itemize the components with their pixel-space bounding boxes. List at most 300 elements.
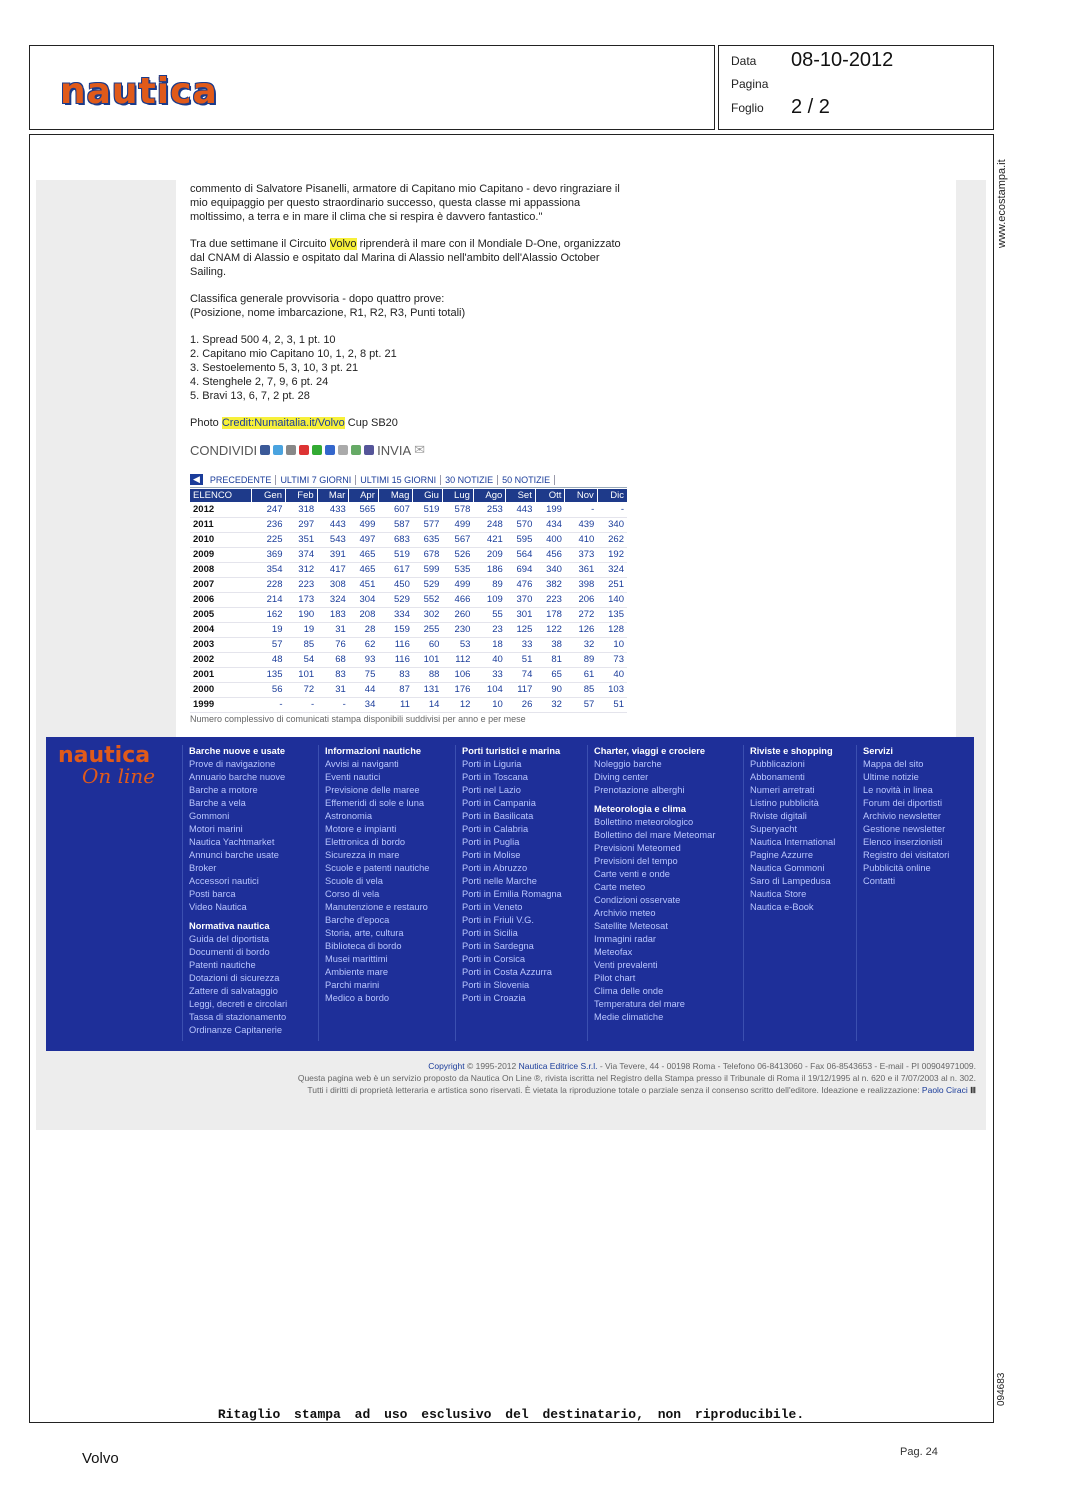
year-cell: 1999 xyxy=(190,697,252,712)
footer-section-title: Barche nuove e usate xyxy=(189,746,286,756)
footer-topic: Volvo xyxy=(82,1450,119,1467)
count-cell: 106 xyxy=(442,667,473,682)
count-cell: 595 xyxy=(506,532,536,547)
prev-arrow-icon[interactable]: ◀ xyxy=(190,474,203,485)
meta-box xyxy=(718,45,994,130)
year-cell: 2012 xyxy=(190,502,252,517)
footer-column xyxy=(182,745,287,1041)
footer-link[interactable]: Medico a bordo xyxy=(325,993,390,1003)
year-cell: 2009 xyxy=(190,547,252,562)
bookmark-icon[interactable] xyxy=(312,445,322,455)
year-cell: 2000 xyxy=(190,682,252,697)
footer-link[interactable]: Gestione newsletter xyxy=(863,824,946,834)
footer-link[interactable]: Listino pubblicità xyxy=(750,798,819,808)
count-cell: 19 xyxy=(286,622,318,637)
count-cell: 57 xyxy=(565,697,597,712)
table-row xyxy=(190,517,627,532)
footer-link[interactable]: Avvisi ai naviganti xyxy=(325,759,399,769)
footer-link[interactable]: Ultime notizie xyxy=(863,772,919,782)
footer-column xyxy=(743,745,835,1041)
table-row xyxy=(190,697,627,712)
stats-header: Lug xyxy=(442,489,473,502)
footer-link[interactable]: Noleggio barche xyxy=(594,759,662,769)
footer-link[interactable]: Porti nelle Marche xyxy=(462,876,537,886)
table-row xyxy=(190,682,627,697)
footer-link[interactable]: Corso di vela xyxy=(325,889,380,899)
count-cell: 683 xyxy=(378,532,413,547)
count-cell: 103 xyxy=(597,682,627,697)
footer-link[interactable]: Bollettino del mare Meteomar xyxy=(594,830,716,840)
footer-link[interactable]: Meteofax xyxy=(594,947,633,957)
count-cell: 11 xyxy=(378,697,413,712)
count-cell: 88 xyxy=(413,667,443,682)
count-cell: 192 xyxy=(597,547,627,562)
copyright-line: Questa pagina web è un servizio proposto da Nautica On Line ®, rivista iscritta nel Registro della Stampa presso il Tribunale di Roma il 19/12/1995 al n. 620 e il 7/07/2003 al n. 302. xyxy=(297,1073,976,1083)
footer-column xyxy=(455,745,562,1041)
main-box xyxy=(29,134,994,1423)
page-number: Pag. 24 xyxy=(900,1446,938,1458)
footer-link[interactable]: Sicurezza in mare xyxy=(325,850,400,860)
footer-link[interactable]: Pilot chart xyxy=(594,973,636,983)
footer-link[interactable]: Registro dei visitatori xyxy=(863,850,950,860)
footer-section-title: Meteorologia e clima xyxy=(594,804,686,814)
count-cell: - xyxy=(286,697,318,712)
count-cell: 26 xyxy=(506,697,536,712)
count-cell: 44 xyxy=(349,682,379,697)
table-row xyxy=(190,562,627,577)
footer-link[interactable]: Mappa del sito xyxy=(863,759,924,769)
facebook-icon[interactable] xyxy=(260,445,270,455)
footer-link[interactable]: Motori marini xyxy=(189,824,243,834)
year-cell: 2006 xyxy=(190,592,252,607)
stats-header: Feb xyxy=(286,489,318,502)
footer-link[interactable]: Musei marittimi xyxy=(325,954,388,964)
count-cell: 83 xyxy=(317,667,349,682)
footer-link[interactable]: Annuario barche nuove xyxy=(189,772,286,782)
count-cell: 635 xyxy=(413,532,443,547)
count-cell: 324 xyxy=(317,592,349,607)
count-cell: 57 xyxy=(252,637,286,652)
count-cell: 28 xyxy=(349,622,379,637)
footer-link[interactable]: Immagini radar xyxy=(594,934,657,944)
count-cell: 465 xyxy=(349,562,379,577)
footer-link[interactable]: Forum dei diportisti xyxy=(863,798,943,808)
count-cell: 304 xyxy=(349,592,379,607)
count-cell: 443 xyxy=(317,517,349,532)
count-cell: 12 xyxy=(442,697,473,712)
footer-link[interactable]: Porti in Slovenia xyxy=(462,980,530,990)
footer-link[interactable]: Biblioteca di bordo xyxy=(325,941,402,951)
twitter-icon[interactable] xyxy=(273,445,283,455)
count-cell: 51 xyxy=(506,652,536,667)
count-cell: 228 xyxy=(252,577,286,592)
count-cell: 101 xyxy=(413,652,443,667)
blog-icon[interactable] xyxy=(338,445,348,455)
delicious-icon[interactable] xyxy=(299,445,309,455)
count-cell: 570 xyxy=(506,517,536,532)
photo-credit-link[interactable]: Credit:Numaitalia.it/Volvo xyxy=(221,417,345,429)
count-cell: 190 xyxy=(286,607,318,622)
condividi-label: CONDIVIDI xyxy=(190,442,258,458)
footer-link[interactable]: Le novità in linea xyxy=(863,785,933,795)
nav-item[interactable]: ULTIMI 7 GIORNI xyxy=(276,475,356,485)
footer-link[interactable]: Diving center xyxy=(594,772,649,782)
nav-precedente[interactable]: PRECEDENTE xyxy=(206,475,277,485)
count-cell: 247 xyxy=(252,502,286,517)
count-cell: 255 xyxy=(413,622,443,637)
count-cell: 40 xyxy=(473,652,505,667)
count-cell: 236 xyxy=(252,517,286,532)
footer-link[interactable]: Contatti xyxy=(863,876,896,886)
footer-section-title: Normativa nautica xyxy=(189,921,270,931)
year-cell: 2004 xyxy=(190,622,252,637)
footer-link[interactable]: Porti in Abruzzo xyxy=(462,863,528,873)
count-cell: 361 xyxy=(565,562,597,577)
footer-link[interactable]: Leggi, decreti e circolari xyxy=(189,999,288,1009)
footer-link[interactable]: Documenti di bordo xyxy=(189,947,270,957)
count-cell: 351 xyxy=(286,532,318,547)
footer-link[interactable]: Temperatura del mare xyxy=(594,999,685,1009)
count-cell: 529 xyxy=(413,577,443,592)
footer-link[interactable]: Pubblicazioni xyxy=(750,759,805,769)
footer-link[interactable]: Gommoni xyxy=(189,811,230,821)
data-label: Data xyxy=(731,54,757,68)
year-cell: 2008 xyxy=(190,562,252,577)
count-cell: 410 xyxy=(565,532,597,547)
count-cell: 51 xyxy=(597,697,627,712)
footer-link[interactable]: Scuole e patenti nautiche xyxy=(325,863,430,873)
stats-header: Nov xyxy=(565,489,597,502)
count-cell: 162 xyxy=(252,607,286,622)
count-cell: 62 xyxy=(349,637,379,652)
footer-section-title: Servizi xyxy=(863,746,893,756)
count-cell: 31 xyxy=(317,682,349,697)
stats-header: Gen xyxy=(252,489,286,502)
footer-link[interactable]: Elettronica di bordo xyxy=(325,837,406,847)
footer-link[interactable]: Barche d'epoca xyxy=(325,915,390,925)
footer-link[interactable]: Numeri arretrati xyxy=(750,785,815,795)
count-cell: 312 xyxy=(286,562,318,577)
footer-link[interactable]: Guida del diportista xyxy=(189,934,270,944)
footer-link[interactable]: Previsioni Meteomed xyxy=(594,843,681,853)
count-cell: 131 xyxy=(413,682,443,697)
footer-link[interactable]: Annunci barche usate xyxy=(189,850,279,860)
count-cell: 14 xyxy=(413,697,443,712)
footer-link[interactable]: Porti in Sardegna xyxy=(462,941,534,951)
count-cell: 117 xyxy=(506,682,536,697)
count-cell: 262 xyxy=(597,532,627,547)
footer-link[interactable]: Zattere di salvataggio xyxy=(189,986,278,996)
count-cell: 33 xyxy=(473,667,505,682)
footer-link[interactable]: Porti in Sicilia xyxy=(462,928,518,938)
year-cell: 2005 xyxy=(190,607,252,622)
footer-column xyxy=(318,745,429,1041)
footer-link[interactable]: Pubblicità online xyxy=(863,863,931,873)
footer-link[interactable]: Archivio meteo xyxy=(594,908,656,918)
stats-header: Mar xyxy=(317,489,349,502)
count-cell: 140 xyxy=(597,592,627,607)
count-cell: 60 xyxy=(413,637,443,652)
table-row xyxy=(190,637,627,652)
footer-link[interactable]: Abbonamenti xyxy=(750,772,805,782)
news-nav xyxy=(190,472,627,488)
count-cell: 552 xyxy=(413,592,443,607)
count-cell: 519 xyxy=(378,547,413,562)
footer-link[interactable]: Tassa di stazionamento xyxy=(189,1012,287,1022)
footer-link[interactable]: Medie climatiche xyxy=(594,1012,664,1022)
count-cell: 223 xyxy=(535,592,565,607)
table-row xyxy=(190,622,627,637)
year-cell: 2003 xyxy=(190,637,252,652)
count-cell: 31 xyxy=(317,622,349,637)
nav-item[interactable]: 50 NOTIZIE xyxy=(498,475,555,485)
footer-link[interactable]: Ambiente mare xyxy=(325,967,389,977)
footer-link[interactable]: Previsione delle maree xyxy=(325,785,420,795)
count-cell: 199 xyxy=(535,502,565,517)
footer-link[interactable]: Nautica e-Book xyxy=(750,902,814,912)
mail-icon[interactable]: ✉ xyxy=(414,442,426,457)
count-cell: 173 xyxy=(286,592,318,607)
year-cell: 2010 xyxy=(190,532,252,547)
footer-link[interactable]: Ordinanze Capitanerie xyxy=(189,1025,283,1035)
count-cell: 302 xyxy=(413,607,443,622)
footer-link[interactable]: Riviste digitali xyxy=(750,811,807,821)
count-cell: 23 xyxy=(473,622,505,637)
copyright-line: Tutti i diritti di proprietà letteraria e artistica sono riservati. È vietata la riproduzione totale o parziale senza il consenso scritto dell'editore. Ideazione e realizzazione: Paolo Ciraci Ⅲ xyxy=(307,1085,976,1095)
footer-link[interactable]: Porti in Croazia xyxy=(462,993,526,1003)
footer-link[interactable]: Porti in Liguria xyxy=(462,759,522,769)
footer-link[interactable]: Nautica Store xyxy=(750,889,807,899)
footer-link[interactable]: Elenco inserzionisti xyxy=(863,837,943,847)
count-cell: 40 xyxy=(597,667,627,682)
footer-link[interactable]: Superyacht xyxy=(750,824,798,834)
count-cell: 567 xyxy=(442,532,473,547)
rss-icon[interactable] xyxy=(364,445,374,455)
count-cell: 324 xyxy=(597,562,627,577)
count-cell: 340 xyxy=(597,517,627,532)
count-cell: 135 xyxy=(252,667,286,682)
count-cell: 186 xyxy=(473,562,505,577)
footer-link[interactable]: Video Nautica xyxy=(189,902,247,912)
side-url xyxy=(996,148,1016,258)
count-cell: 176 xyxy=(442,682,473,697)
footer-link[interactable]: Porti nel Lazio xyxy=(462,785,521,795)
count-cell: 10 xyxy=(597,637,627,652)
footer-link[interactable]: Porti in Friuli V.G. xyxy=(462,915,534,925)
count-cell: 433 xyxy=(317,502,349,517)
count-cell: 81 xyxy=(535,652,565,667)
side-code-text: 094683 xyxy=(996,1372,1007,1406)
footer-link[interactable]: Eventi nautici xyxy=(325,772,381,782)
footer-link[interactable]: Nautica International xyxy=(750,837,836,847)
count-cell: 19 xyxy=(252,622,286,637)
footer-link[interactable]: Carte venti e onde xyxy=(594,869,670,879)
count-cell: 104 xyxy=(473,682,505,697)
count-cell: 55 xyxy=(473,607,505,622)
footer-section-title: Charter, viaggi e crociere xyxy=(594,746,706,756)
count-cell: 159 xyxy=(378,622,413,637)
footer-link[interactable]: Porti in Toscana xyxy=(462,772,528,782)
footer-link[interactable]: Prenotazione alberghi xyxy=(594,785,685,795)
stats-header: Mag xyxy=(378,489,413,502)
footer-link[interactable]: Nautica Gommoni xyxy=(750,863,825,873)
count-cell: 434 xyxy=(535,517,565,532)
footer-link[interactable]: Astronomia xyxy=(325,811,373,821)
count-cell: 577 xyxy=(413,517,443,532)
footer-link[interactable]: Dotazioni di sicurezza xyxy=(189,973,280,983)
count-cell: 543 xyxy=(317,532,349,547)
footer-link[interactable]: Carte meteo xyxy=(594,882,646,892)
count-cell: 54 xyxy=(286,652,318,667)
count-cell: 354 xyxy=(252,562,286,577)
count-cell: 87 xyxy=(378,682,413,697)
stats-header: Ott xyxy=(535,489,565,502)
share-bar xyxy=(190,442,425,458)
footer-link[interactable]: Motore e impianti xyxy=(325,824,397,834)
footer-link[interactable]: Nautica Yachtmarket xyxy=(189,837,275,847)
footer-link[interactable]: Accessori nautici xyxy=(189,876,259,886)
count-cell: 230 xyxy=(442,622,473,637)
count-cell: 526 xyxy=(442,547,473,562)
count-cell: 694 xyxy=(506,562,536,577)
count-cell: 53 xyxy=(442,637,473,652)
stats-header[interactable]: ELENCO xyxy=(190,489,252,502)
invia-label[interactable]: INVIA xyxy=(377,442,412,458)
count-cell: 72 xyxy=(286,682,318,697)
year-cell: 2001 xyxy=(190,667,252,682)
count-cell: 476 xyxy=(506,577,536,592)
table-row xyxy=(190,577,627,592)
count-cell: 398 xyxy=(565,577,597,592)
count-cell: 499 xyxy=(349,517,379,532)
count-cell: 116 xyxy=(378,652,413,667)
count-cell: 85 xyxy=(286,637,318,652)
count-cell: 272 xyxy=(565,607,597,622)
footer-link[interactable]: Porti in Campania xyxy=(462,798,536,808)
footer-link[interactable]: Porti in Corsica xyxy=(462,954,526,964)
count-cell: 382 xyxy=(535,577,565,592)
count-cell: 260 xyxy=(442,607,473,622)
print-icon[interactable] xyxy=(351,445,361,455)
count-cell: 93 xyxy=(349,652,379,667)
count-cell: 578 xyxy=(442,502,473,517)
footer-link[interactable]: Porti in Emilia Romagna xyxy=(462,889,562,899)
footer-link[interactable]: Satellite Meteosat xyxy=(594,921,668,931)
footer-link[interactable]: Broker xyxy=(189,863,217,873)
footer-link[interactable]: Barche a vela xyxy=(189,798,246,808)
count-cell: 32 xyxy=(535,697,565,712)
footer-nav xyxy=(46,737,974,1051)
count-cell: - xyxy=(597,502,627,517)
stats-header: Dic xyxy=(597,489,627,502)
footer-link[interactable]: Storia, arte, cultura xyxy=(325,928,404,938)
stats-header: Giu xyxy=(413,489,443,502)
header-box xyxy=(29,45,715,130)
side-url-text: www.ecostampa.it xyxy=(996,159,1008,248)
count-cell: 135 xyxy=(597,607,627,622)
count-cell: 178 xyxy=(535,607,565,622)
footer-column xyxy=(587,745,715,1041)
footer-link[interactable]: Porti in Calabria xyxy=(462,824,529,834)
footer-link[interactable]: Scuole di vela xyxy=(325,876,383,886)
count-cell: 101 xyxy=(286,667,318,682)
footer-link[interactable]: Barche a motore xyxy=(189,785,258,795)
share-icon[interactable] xyxy=(286,445,296,455)
table-row xyxy=(190,547,627,562)
pagina-label: Pagina xyxy=(731,77,769,91)
stats-header: Set xyxy=(506,489,536,502)
count-cell: 209 xyxy=(473,547,505,562)
count-cell: 308 xyxy=(317,577,349,592)
nav-item[interactable]: ULTIMI 15 GIORNI xyxy=(356,475,441,485)
count-cell: 61 xyxy=(565,667,597,682)
footer-link[interactable]: Porti in Molise xyxy=(462,850,521,860)
table-row xyxy=(190,592,627,607)
count-cell: 607 xyxy=(378,502,413,517)
count-cell: 417 xyxy=(317,562,349,577)
foglio-label: Foglio xyxy=(731,101,764,115)
count-cell: 112 xyxy=(442,652,473,667)
count-cell: - xyxy=(252,697,286,712)
footer-link[interactable]: Porti in Basilicata xyxy=(462,811,534,821)
footer-link[interactable]: Manutenzione e restauro xyxy=(325,902,428,912)
footer-link[interactable]: Patenti nautiche xyxy=(189,960,256,970)
footer-section-title: Porti turistici e marina xyxy=(462,746,561,756)
nav-item[interactable]: 30 NOTIZIE xyxy=(441,475,498,485)
count-cell: 10 xyxy=(473,697,505,712)
footer-column xyxy=(856,745,949,1041)
count-cell: 451 xyxy=(349,577,379,592)
count-cell: 318 xyxy=(286,502,318,517)
count-cell: 116 xyxy=(378,637,413,652)
footer-link[interactable]: Porti in Costa Azzurra xyxy=(462,967,552,977)
highlight-volvo: Volvo xyxy=(329,238,357,250)
count-cell: 253 xyxy=(473,502,505,517)
footer-link[interactable]: Previsioni del tempo xyxy=(594,856,678,866)
footer-link[interactable]: Condizioni osservate xyxy=(594,895,681,905)
footer-link[interactable]: Archivio newsletter xyxy=(863,811,942,821)
footer-link[interactable]: Saro di Lampedusa xyxy=(750,876,831,886)
stats-header: Apr xyxy=(349,489,379,502)
count-cell: 128 xyxy=(597,622,627,637)
footer-link[interactable]: Parchi marini xyxy=(325,980,380,990)
count-cell: 450 xyxy=(378,577,413,592)
footer-link[interactable]: Porti in Veneto xyxy=(462,902,523,912)
data-value: 08-10-2012 xyxy=(791,49,894,71)
footer-link[interactable]: Venti prevalenti xyxy=(594,960,658,970)
count-cell: 373 xyxy=(565,547,597,562)
count-cell: 85 xyxy=(565,682,597,697)
table-row xyxy=(190,607,627,622)
digg-icon[interactable] xyxy=(325,445,335,455)
footer-link[interactable]: Bollettino meteorologico xyxy=(594,817,694,827)
nautica-online-logo[interactable]: nautica On line xyxy=(58,743,156,788)
footer-link[interactable]: Clima delle onde xyxy=(594,986,664,996)
count-cell: 617 xyxy=(378,562,413,577)
count-cell: 535 xyxy=(442,562,473,577)
footer-link[interactable]: Pagine Azzurre xyxy=(750,850,814,860)
count-cell: 391 xyxy=(317,547,349,562)
footer-link[interactable]: Prove di navigazione xyxy=(189,759,276,769)
footer-link[interactable]: Porti in Puglia xyxy=(462,837,520,847)
count-cell: 466 xyxy=(442,592,473,607)
count-cell: 499 xyxy=(442,517,473,532)
footer-link[interactable]: Posti barca xyxy=(189,889,236,899)
ranking-list: 1. Spread 500 4, 2, 3, 1 pt. 10 2. Capitano mio Capitano 10, 1, 2, 8 pt. 21 3. Sestoelemento 5, 3, 10, 3 pt. 21 4. Stenghele 2, 7, 9, 6 pt. 24 5. Bravi 13, 6, 7, 2 pt. 28 xyxy=(190,334,397,402)
footer-link[interactable]: Effemeridi di sole e luna xyxy=(325,798,425,808)
side-code xyxy=(996,1368,1016,1408)
count-cell: 109 xyxy=(473,592,505,607)
